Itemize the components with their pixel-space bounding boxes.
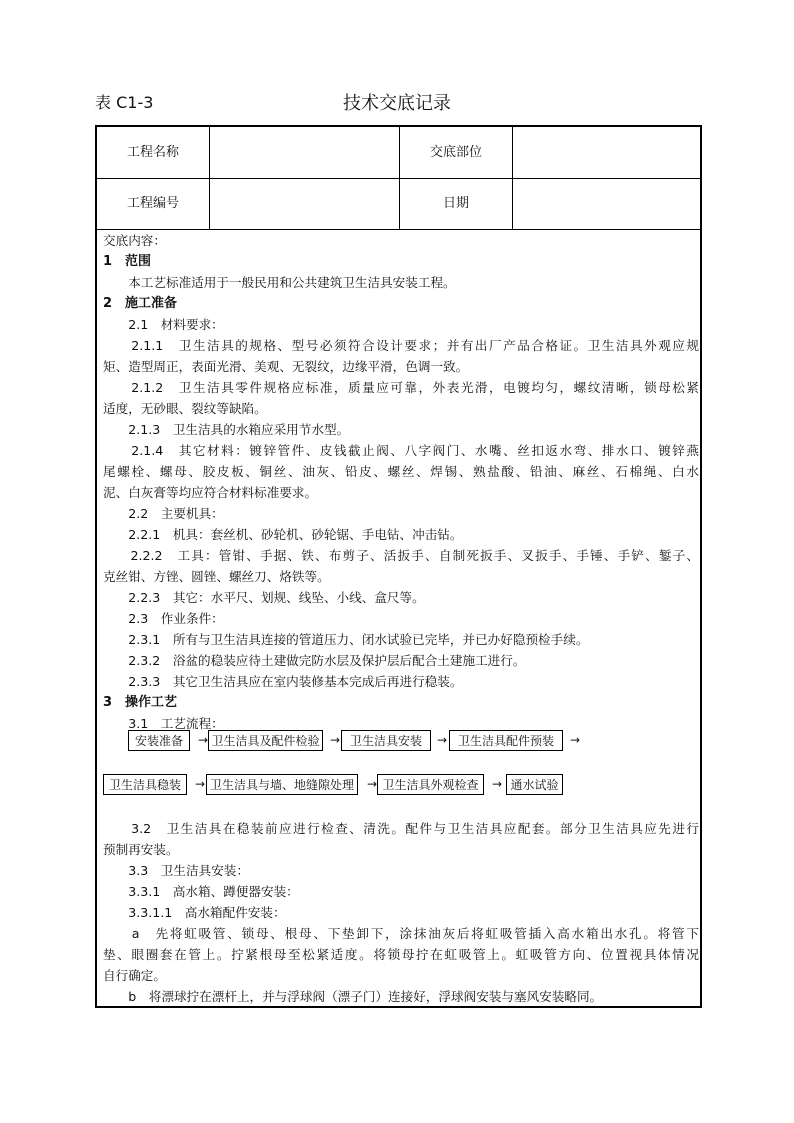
content-line: 3.3.1 高水箱、蹲便器安装：: [103, 884, 299, 899]
content-line: 适度，无砂眼、裂纹等缺陷。: [103, 401, 267, 416]
disclosure-part-label: 交底部位: [429, 145, 482, 160]
date-label: 日期: [442, 196, 469, 211]
content-line: 克丝钳、方锉、圆锉、螺丝刀、烙铁等。: [103, 569, 330, 584]
content-line: 自行确定。: [103, 968, 166, 983]
content-line: 2.2.1 机具：套丝机、砂轮机、砂轮锯、手电钻、冲击钻。: [103, 527, 463, 542]
content-line: 2.1 材料要求：: [103, 317, 224, 332]
content-line: 3.1 工艺流程：: [103, 716, 224, 731]
content-line: 矩、造型周正，表面光滑、美观、无裂纹，边缘平滑，色调一致。: [103, 359, 469, 374]
project-name-label: 工程名称: [126, 145, 179, 160]
page-title: 技术交底记录: [343, 93, 451, 114]
content-line: 3.2 卫生洁具在稳装前应进行检查、清洗。配件与卫生洁具应配套。部分卫生洁具应先进行: [103, 821, 699, 836]
disclosure-record-table: [95, 125, 702, 1008]
divider: [209, 127, 210, 229]
content-line: 2.3.1 所有与卫生洁具连接的管道压力、闭水试验已完毕，并已办好隐预检手续。: [103, 632, 589, 647]
content-line: 3.3 卫生洁具安装：: [103, 863, 249, 878]
content-line: 垫、眼圈套在管上。拧紧根母至松紧适度。将锁母拧在虹吸管上。虹吸管方向、位置视具体情况: [103, 947, 699, 962]
flow-step: 卫生洁具与墙、地缝隙处理: [206, 774, 358, 795]
arrow-right-icon: →: [570, 733, 581, 747]
section-heading: 2 施工准备: [103, 296, 178, 311]
content-line: 2.2.2 工具：管钳、手据、铁、布剪子、活扳手、自制死扳手、叉扳手、手锤、手铲、錾子、: [103, 548, 699, 563]
flow-step: 卫生洁具安装: [341, 730, 431, 751]
content-line: 2.2.3 其它：水平尺、划规、线坠、小线、盒尺等。: [103, 590, 425, 605]
section-heading: 1 范围: [103, 254, 152, 269]
content-line: 2.3.2 浴盆的稳装应待土建做完防水层及保护层后配合土建施工进行。: [103, 653, 526, 668]
project-number-label: 工程编号: [126, 196, 179, 211]
content-line: b 将漂球拧在漂杆上，并与浮球阀（漂子门）连接好，浮球阀安装与塞风安装略同。: [103, 989, 603, 1004]
content-line: a 先将虹吸管、锁母、根母、下垫卸下，涂抹油灰后将虹吸管插入高水箱出水孔。将管下: [103, 926, 699, 941]
content-line: 2.2 主要机具：: [103, 506, 224, 521]
divider: [97, 229, 700, 230]
arrow-right-icon: →: [492, 777, 503, 791]
arrow-right-icon: →: [195, 777, 206, 791]
flow-step: 卫生洁具及配件检验: [208, 730, 323, 751]
divider: [399, 127, 400, 229]
section-heading: 3 操作工艺: [103, 695, 178, 710]
divider: [512, 127, 513, 229]
content-line: 2.1.2 卫生洁具零件规格应标准，质量应可靠，外表光滑，电镀均匀，螺纹清晰，锁母松紧: [103, 380, 699, 395]
content-line: 3.3.1.1 高水箱配件安装：: [103, 905, 286, 920]
content-line: 2.1.1 卫生洁具的规格、型号必须符合设计要求；并有出厂产品合格证。卫生洁具外观应规: [103, 338, 699, 353]
flow-step: 卫生洁具配件预装: [449, 730, 563, 751]
form-code: 表 C1-3: [95, 93, 154, 112]
content-line: 交底内容：: [103, 233, 166, 248]
content-line: 泥、白灰膏等均应符合材料标准要求。: [103, 485, 318, 500]
content-line: 本工艺标准适用于一般民用和公共建筑卫生洁具安装工程。: [103, 275, 456, 290]
content-line: 尾螺栓、螺母、胶皮板、铜丝、油灰、铅皮、螺丝、焊锡、熟盐酸、铅油、麻丝、石棉绳、白水: [103, 464, 699, 479]
content-line: 2.3 作业条件：: [103, 611, 224, 626]
content-line: 2.1.4 其它材料：镀锌管件、皮钱截止阀、八字阀门、水嘴、丝扣返水弯、排水口、镀锌燕: [103, 443, 699, 458]
arrow-right-icon: →: [198, 733, 209, 747]
content-line: 预制再安装。: [103, 842, 179, 857]
arrow-right-icon: →: [437, 733, 448, 747]
flow-step: 安装准备: [128, 730, 190, 751]
arrow-right-icon: →: [367, 777, 378, 791]
flow-step: 通水试验: [506, 774, 563, 795]
content-line: 2.1.3 卫生洁具的水箱应采用节水型。: [103, 422, 350, 437]
content-line: 2.3.3 其它卫生洁具应在室内装修基本完成后再进行稳装。: [103, 674, 463, 689]
flow-step: 卫生洁具稳装: [103, 774, 187, 795]
arrow-right-icon: →: [330, 733, 341, 747]
flow-step: 卫生洁具外观检查: [377, 774, 484, 795]
